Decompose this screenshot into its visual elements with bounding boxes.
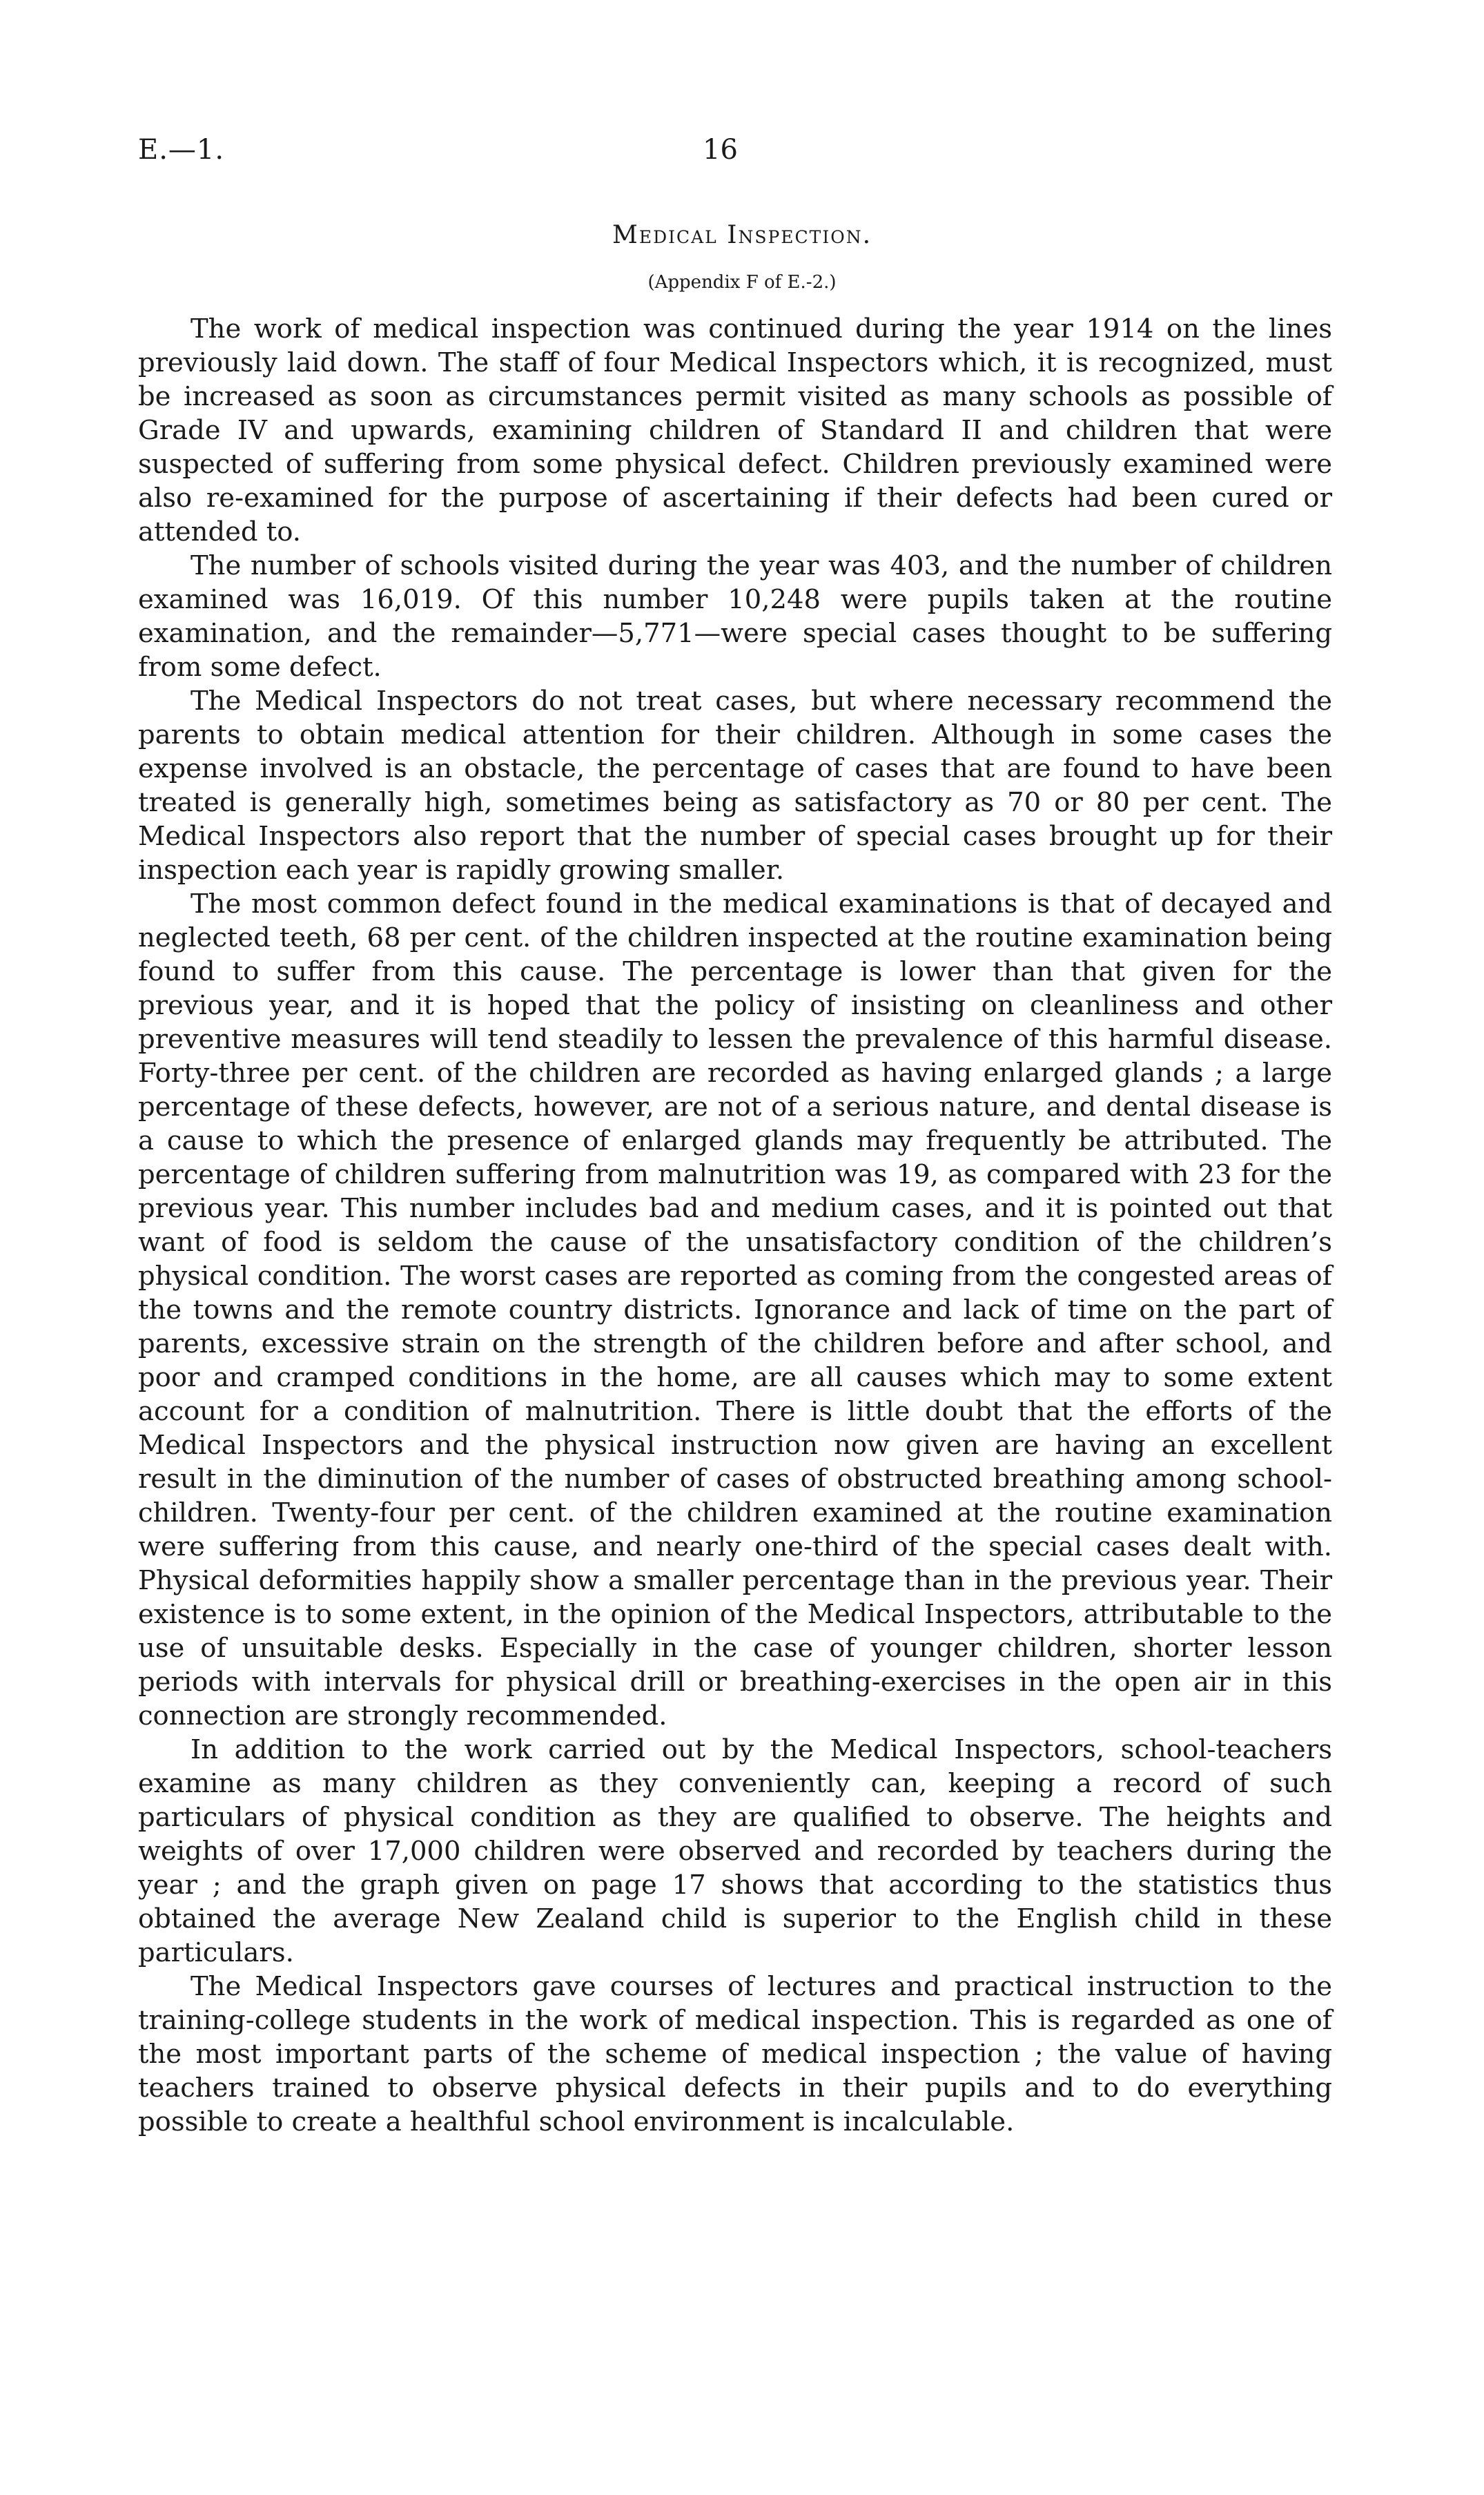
body-text bbox=[138, 312, 1332, 2139]
paragraph-6: The Medical Inspectors gave courses of lectures and practical instruction to the training-college students in the work of medical inspection. This is regarded as one of the most important parts of the scheme of medical inspection ; the value of having teachers trained to observe physical defects in their pupils and to do everything possible to create a healthful school environment is incalculable. bbox=[138, 1971, 1332, 2137]
paragraph-1: The work of medical inspection was continued during the year 1914 on the lines previously laid down. The staff of four Medical Inspectors which, it is recognized, must be increased as soon as circumstances permit visited as many schools as possible of Grade IV and upwards, examining children of Standard II and children that were suspected of suffering from some physical defect. Children previously examined were also re-examined for the purpose of ascertaining if their defects had been cured or attended to. bbox=[138, 313, 1332, 547]
paragraph-3: The Medical Inspectors do not treat cases, but where necessary recommend the parents to obtain medical attention for their children. Although in some cases the expense involved is an obstacle, the percentage of cases that are found to have been treated is generally high, sometimes being as satisfactory as 70 or 80 per cent. The Medical Inspectors also report that the number of special cases brought up for their inspection each year is rapidly growing smaller. bbox=[138, 686, 1332, 886]
page-number: 16 bbox=[703, 134, 738, 166]
section-title: Medical Inspection. bbox=[612, 221, 872, 249]
paragraph-5: In addition to the work carried out by the Medical Inspectors, school-teachers examine as many children as they conveniently can, keeping a record of such particulars of physical condition as they are qualified to observe. The heights and weights of over 17,000 children were observed and recorded by teachers during the year ; and the graph given on page 17 shows that according to the statistics thus obtained the average New Zealand child is superior to the English child in these particulars. bbox=[138, 1734, 1332, 1968]
section-subtitle: (Appendix F of E.-2.) bbox=[647, 272, 837, 293]
paragraph-2: The number of schools visited during the year was 403, and the number of children examined was 16,019. Of this number 10,248 were pupils taken at the routine examination, and the remainder—5,771—were special cases thought to be suffering from some defect. bbox=[138, 550, 1332, 683]
page-reference: E.—1. bbox=[138, 134, 225, 166]
paragraph-4: The most common defect found in the medical examinations is that of decayed and neglected teeth, 68 per cent. of the children inspected at the routine examination being found to suffer from this cause. The percentage is lower than that given for the previous year, and it is hoped that the policy of insisting on cleanliness and other preventive measures will tend steadily to lessen the prevalence of this harmful disease. Forty-three per cent. of the children are recorded as having enlarged glands ; a large percentage of these defects, however, are not of a serious nature, and dental disease is a cause to which the presence of enlarged glands may frequently be attributed. The percentage of children suffering from malnutrition was 19, as compared with 23 for the previous year. This number includes bad and medium cases, and it is pointed out that want of food is seldom the cause of the unsatisfactory condition of the children’s physical condition. The worst cases are reported as coming from the congested areas of the towns and the remote country districts. Ignorance and lack of time on the part of parents, excessive strain on the strength of the children before and after school, and poor and cramped conditions in the home, are all causes which may to some extent account for a condition of malnutrition. There is little doubt that the efforts of the Medical Inspectors and the physical instruction now given are having an excellent result in the diminution of the number of cases of obstructed breathing among school-children. Twenty-four per cent. of the children examined at the routine examination were suffering from this cause, and nearly one-third of the special cases dealt with. Physical deformities happily show a smaller percentage than in the previous year. Their existence is to some extent, in the opinion of the Medical Inspectors, attributable to the use of unsuitable desks. Especially in the case of younger children, shorter lesson periods with intervals for physical drill or breathing-exercises in the open air in this connection are strongly recommended. bbox=[138, 889, 1332, 1731]
